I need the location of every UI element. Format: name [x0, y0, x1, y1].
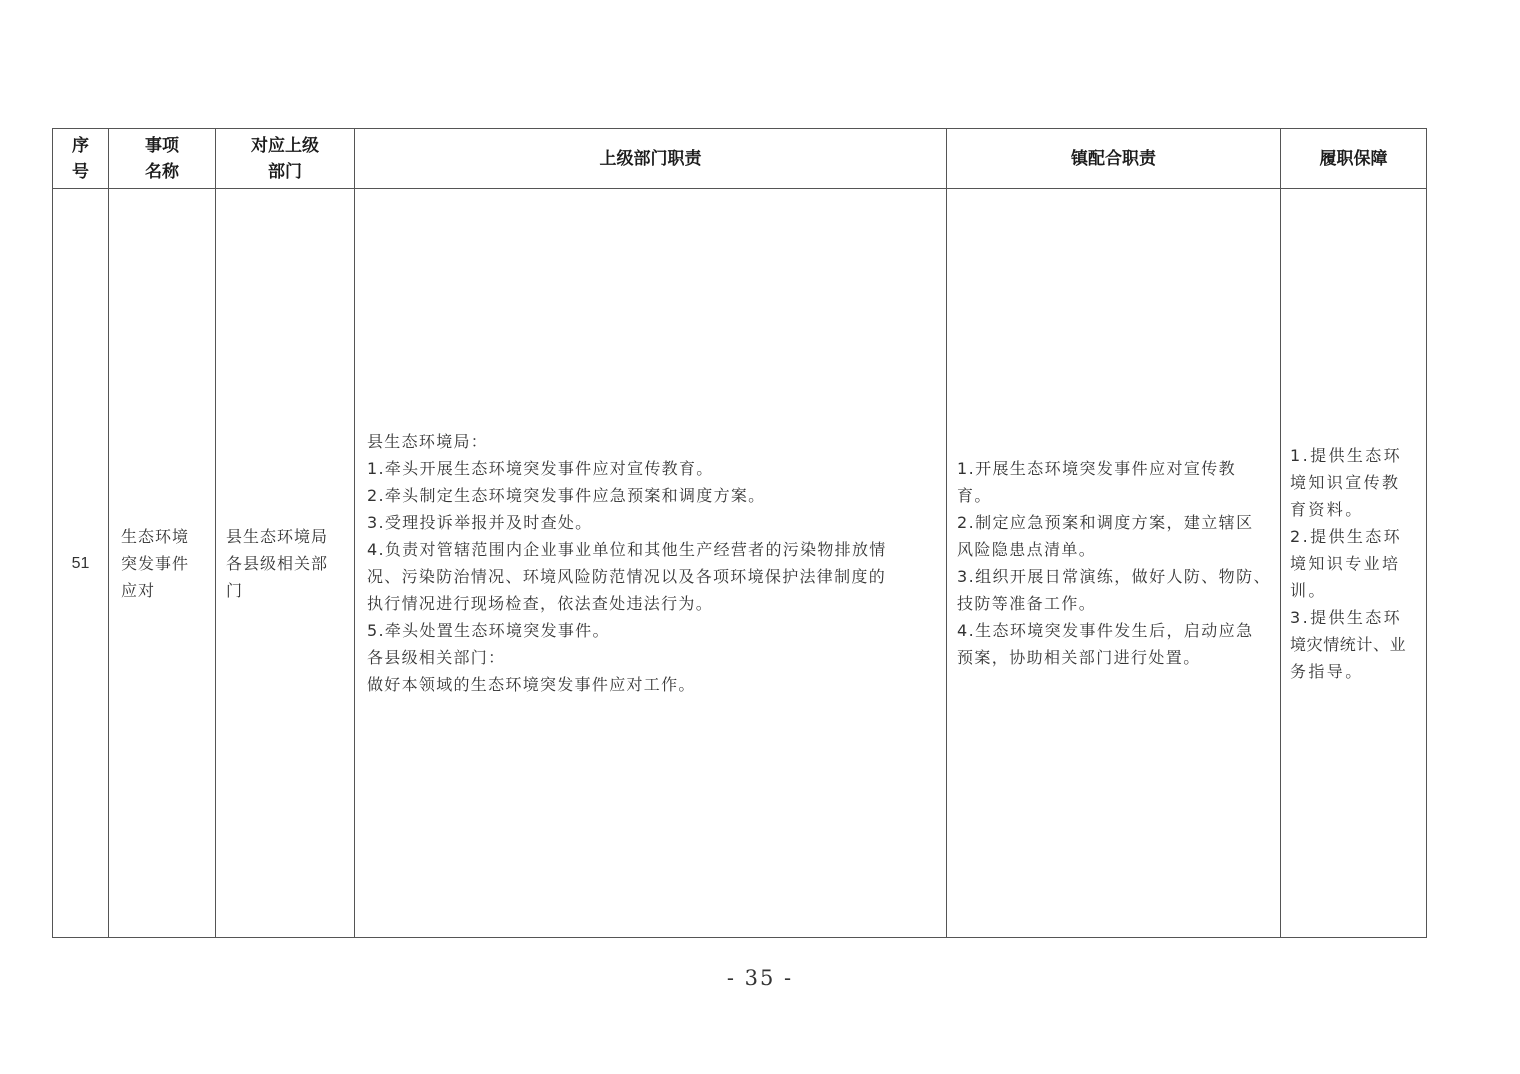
header-seq-line: 号	[72, 161, 89, 182]
header-superior-duty: 上级部门职责	[355, 129, 947, 189]
table-header-row	[53, 129, 1427, 189]
guarantee-line: 境灾情统计、业	[1290, 634, 1407, 654]
header-town-duty: 镇配合职责	[947, 129, 1281, 189]
header-seq	[53, 129, 109, 189]
superior-duty-line: 执行情况进行现场检查，依法查处违法行为。	[367, 594, 714, 613]
superior-duty-line: 做好本领域的生态环境突发事件应对工作。	[367, 675, 696, 694]
town-duty-line: 2.制定应急预案和调度方案，建立辖区	[957, 513, 1254, 532]
town-duty-line: 1.开展生态环境突发事件应对宣传教	[957, 459, 1237, 478]
guarantee-line: 育资料。	[1290, 499, 1364, 519]
header-superior-dept	[216, 129, 355, 189]
superior-dept-line: 县生态环境局	[226, 526, 329, 546]
row-superior-dept	[216, 189, 355, 938]
item-name-line: 突发事件	[121, 553, 190, 573]
header-item-name-line: 事项	[145, 135, 179, 156]
superior-duty-line: 各县级相关部门：	[367, 648, 506, 667]
page-number: - 35 -	[726, 966, 794, 990]
guarantee-line: 境知识宣传教	[1290, 472, 1401, 492]
row-guarantee	[1281, 189, 1427, 938]
row-superior-duty	[355, 189, 947, 938]
town-duty-line: 技防等准备工作。	[957, 594, 1097, 613]
row-seq: 51	[53, 189, 109, 938]
guarantee-line: 务指导。	[1290, 661, 1364, 681]
guarantee-line: 3.提供生态环	[1290, 607, 1403, 627]
superior-duty-line: 5.牵头处置生态环境突发事件。	[367, 621, 610, 640]
superior-dept-line: 门	[226, 580, 244, 600]
superior-duty-line: 3.受理投诉举报并及时查处。	[367, 513, 593, 532]
header-seq-line: 序	[72, 135, 89, 156]
guarantee-line: 训。	[1290, 580, 1327, 600]
header-superior-dept-line: 对应上级	[251, 135, 319, 156]
guarantee-line: 1.提供生态环	[1290, 445, 1403, 465]
table-row	[53, 189, 1427, 938]
superior-dept-line: 各县级相关部	[226, 553, 329, 573]
town-duty-line: 预案，协助相关部门进行处置。	[957, 648, 1201, 667]
duty-table	[52, 128, 1427, 938]
town-duty-line: 3.组织开展日常演练，做好人防、物防、	[957, 567, 1271, 586]
item-name-line: 应对	[121, 580, 156, 600]
header-guarantee: 履职保障	[1281, 129, 1427, 189]
row-town-duty	[947, 189, 1281, 938]
row-item-name	[109, 189, 216, 938]
town-duty-line: 风险隐患点清单。	[957, 540, 1097, 559]
guarantee-line: 境知识专业培	[1290, 553, 1401, 573]
header-item-name-line: 名称	[145, 161, 179, 182]
superior-duty-line: 县生态环境局：	[367, 432, 489, 451]
superior-duty-line: 4.负责对管辖范围内企业事业单位和其他生产经营者的污染物排放情	[367, 540, 887, 559]
superior-duty-line: 1.牵头开展生态环境突发事件应对宣传教育。	[367, 459, 714, 478]
superior-duty-line: 2.牵头制定生态环境突发事件应急预案和调度方案。	[367, 486, 766, 505]
header-item-name	[109, 129, 216, 189]
town-duty-line: 4.生态环境突发事件发生后，启动应急	[957, 621, 1254, 640]
header-superior-dept-line: 部门	[268, 161, 302, 182]
item-name-line: 生态环境	[121, 526, 190, 546]
superior-duty-line: 况、污染防治情况、环境风险防范情况以及各项环境保护法律制度的	[367, 567, 887, 586]
town-duty-line: 育。	[957, 486, 992, 505]
guarantee-line: 2.提供生态环	[1290, 526, 1403, 546]
